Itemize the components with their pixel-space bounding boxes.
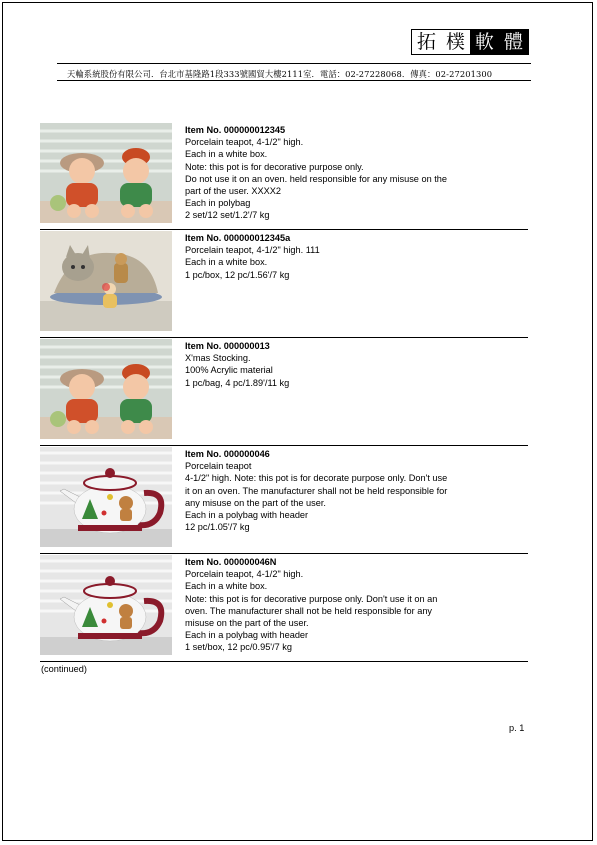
item-line: 100% Acrylic material xyxy=(185,365,273,376)
item-details xyxy=(185,124,485,222)
logo-char: 樸 xyxy=(441,30,470,54)
item-line: 1 pc/box, 12 pc/1.56'/7 kg xyxy=(185,269,290,280)
item-line: Porcelain teapot, 4-1/2" high. xyxy=(185,137,304,148)
item-line: 1 pc/bag, 4 pc/1.89'/11 kg xyxy=(185,377,290,388)
item-row xyxy=(40,555,528,662)
document-page xyxy=(2,2,593,841)
header-rule-top xyxy=(57,63,531,64)
item-row xyxy=(40,447,528,554)
company-logo xyxy=(411,29,529,55)
item-line: 1 set/box, 12 pc/0.95'/7 kg xyxy=(185,642,292,653)
item-number: Item No. 000000012345a xyxy=(185,233,291,243)
item-row xyxy=(40,123,528,230)
item-line: any misuse on the part of the user. xyxy=(185,497,326,508)
item-row xyxy=(40,339,528,446)
item-line: it on an oven. The manufacturer shall not be held responsible for xyxy=(185,485,448,496)
teapot-photo xyxy=(40,555,172,655)
item-details xyxy=(185,232,485,281)
company-info-line: 天輪系統股份有限公司．台北市基隆路1段333號國貿大樓2111室．電話：02-27228068．傳真：02-27201300 xyxy=(67,69,493,79)
item-list xyxy=(40,123,528,663)
header-rule-bottom xyxy=(57,80,531,81)
teapot-photo xyxy=(40,447,172,547)
item-line: Porcelain teapot xyxy=(185,461,252,472)
item-line: Each in polybag xyxy=(185,198,251,209)
item-line: 4-1/2" high. Note: this pot is for decorate purpose only. Don't use xyxy=(185,473,448,484)
item-line: oven. The manufacturer shall not be held responsible for any xyxy=(185,605,433,616)
page-number: p. 1 xyxy=(509,723,525,733)
dolls-photo xyxy=(40,339,172,439)
item-row xyxy=(40,231,528,338)
cat-figurine-photo xyxy=(40,231,172,331)
item-line: Each in a white box. xyxy=(185,257,268,268)
item-line: 12 pc/1.05'/7 kg xyxy=(185,522,250,533)
item-number: Item No. 000000046N xyxy=(185,557,277,567)
item-number: Item No. 000000046 xyxy=(185,449,270,459)
item-number: Item No. 000000013 xyxy=(185,341,270,351)
item-line: Note: this pot is for decorative purpose only. xyxy=(185,161,364,172)
item-details xyxy=(185,340,485,389)
item-details xyxy=(185,448,485,533)
item-line: Porcelain teapot, 4-1/2" high. xyxy=(185,569,304,580)
item-line: Note: this pot is for decorative purpose only. Don't use it on an xyxy=(185,593,438,604)
item-line: 2 set/12 set/1.2'/7 kg xyxy=(185,210,270,221)
item-line: misuse on the part of the user. xyxy=(185,618,309,629)
item-line: Each in a polybag with header xyxy=(185,510,309,521)
item-line: Each in a polybag with header xyxy=(185,630,309,641)
logo-char: 軟 xyxy=(470,30,499,54)
item-line: Each in a white box. xyxy=(185,581,268,592)
dolls-photo xyxy=(40,123,172,223)
item-line: Do not use it on an oven. held responsible for any misuse on the xyxy=(185,173,448,184)
continued-note: (continued) xyxy=(41,664,87,674)
item-number: Item No. 000000012345 xyxy=(185,125,286,135)
logo-char: 體 xyxy=(499,30,528,54)
item-line: Porcelain teapot, 4-1/2" high. 111 xyxy=(185,245,320,256)
logo-char: 拓 xyxy=(412,30,441,54)
item-line: X'mas Stocking. xyxy=(185,353,251,364)
item-line: Each in a white box. xyxy=(185,149,268,160)
item-details xyxy=(185,556,485,654)
item-line: part of the user. XXXX2 xyxy=(185,186,282,197)
